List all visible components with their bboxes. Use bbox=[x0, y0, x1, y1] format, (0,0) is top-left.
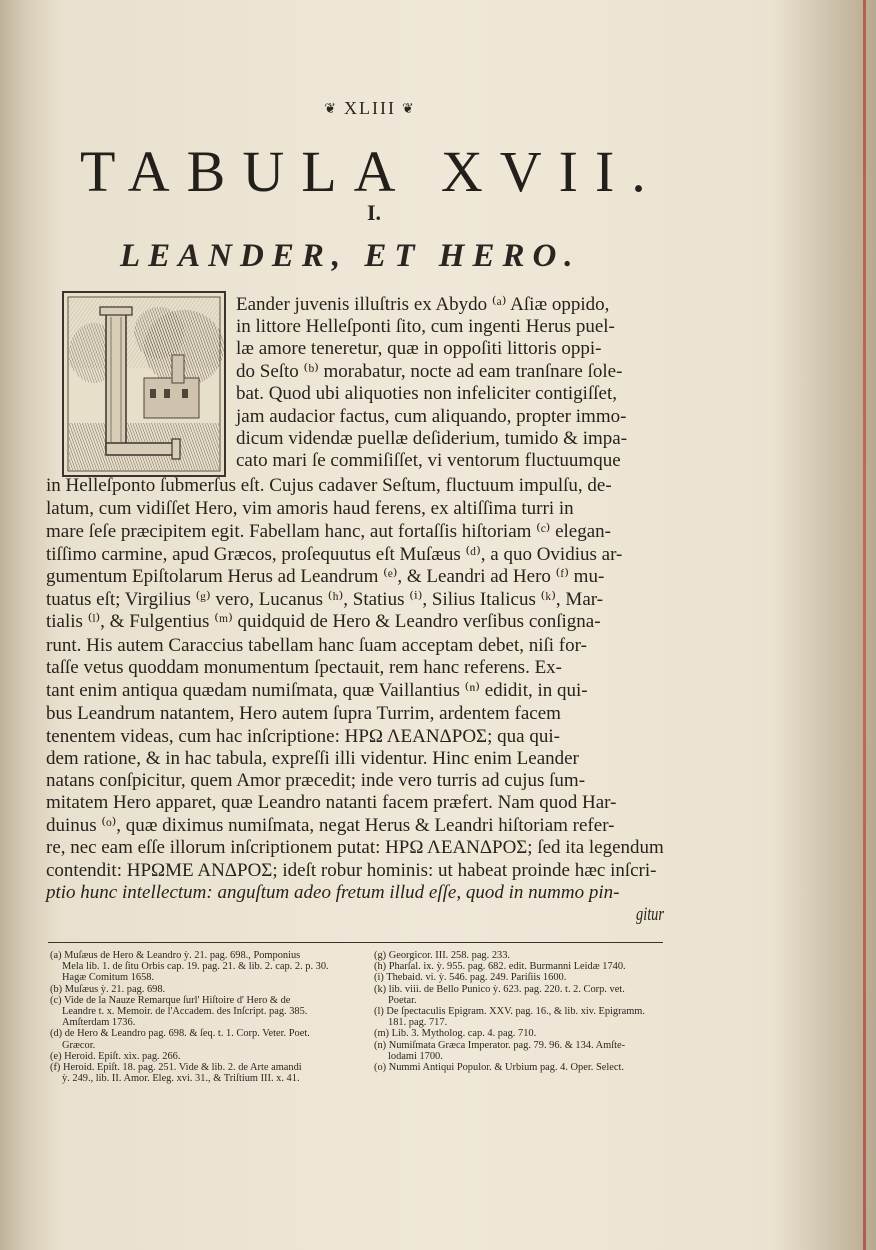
text-line: in littore Helleſponti ſito, cum ingenti Herus puel- bbox=[236, 316, 615, 337]
text-line: in Helleſponto ſubmerſus eſt. Cujus cadaver Seſtum, fluctuum impulſu, de- bbox=[46, 475, 612, 496]
text-line: mitatem Hero apparet, quæ Leandro natanti facem præfert. Nam quod Har- bbox=[46, 792, 617, 813]
footnote-right: (n) Numiſmata Græca Imperator. pag. 79. 96. & 134. Amſte- bbox=[374, 1039, 626, 1051]
text-line: dicum videndæ puellæ deſiderium, tumido & impa- bbox=[236, 428, 628, 449]
text-line: re, nec eam eſſe illorum inſcriptionem putat: ΗΡΩ ΛΕΑΝΔΡΟΣ; ſed ita legendum bbox=[46, 837, 664, 858]
footnote-right: lodami 1700. bbox=[388, 1050, 443, 1062]
text-line: mare ſeſe præcipitem egit. Fabellam hanc, aut fortaſſis hiſtoriam ⁽ᶜ⁾ elegan- bbox=[46, 521, 611, 542]
footnote-right: (m) Lib. 3. Mytholog. cap. 4. pag. 710. bbox=[374, 1028, 537, 1040]
footnote-right: (g) Georgicor. III. 258. pag. 233. bbox=[374, 950, 511, 961]
footnote-divider bbox=[48, 942, 663, 943]
text-line: duinus ⁽ᵒ⁾, quæ diximus numiſmata, negat Herus & Leandri hiſtoriam refer- bbox=[46, 815, 615, 836]
footnote-left: Hagæ Comitum 1658. bbox=[62, 972, 155, 984]
text-line: latum, cum vidiſſet Hero, vim amoris haud ferens, ex altiſſima turri in bbox=[46, 498, 574, 519]
text-line: jam audacior factus, cum aliquando, propter immo- bbox=[236, 406, 627, 427]
text-line: cato mari ſe commiſiſſet, vi ventorum fluctuumque bbox=[236, 450, 621, 471]
footnote-left: (b) Muſæus ỳ. 21. pag. 698. bbox=[50, 983, 166, 995]
plate-number-text: XLIII bbox=[344, 98, 396, 118]
text-line: natans conſpicitur, quem Amor præcedit; inde vero turris ad cujus ſum- bbox=[46, 770, 586, 791]
text-line: bus Leandrum natantem, Hero autem ſupra Turrim, ardentem facem bbox=[46, 703, 561, 724]
text-line: tuatus eſt; Virgilius ⁽ᵍ⁾ vero, Lucanus ⁽ʰ⁾, Statius ⁽ⁱ⁾, Silius Italicus ⁽ᵏ⁾, Mar- bbox=[46, 589, 604, 610]
footnote-left: (e) Heroid. Epiſt. xix. pag. 266. bbox=[50, 1050, 181, 1062]
footnote-right: (o) Nummi Antiqui Populor. & Urbium pag. 4. Oper. Select. bbox=[374, 1062, 624, 1073]
text-line: tiſſimo carmine, apud Græcos, proſequutus eſt Muſæus ⁽ᵈ⁾, a quo Ovidius ar- bbox=[46, 544, 623, 565]
footnote-left: (d) de Hero & Leandro pag. 698. & ſeq. t. 1. Corp. Veter. Poet. bbox=[50, 1028, 310, 1040]
ornament-left-icon: ❦ bbox=[324, 102, 338, 117]
section-number: I. bbox=[366, 200, 382, 225]
footnote-right: (i) Thebaid. vi. ỳ. 546. pag. 249. Pariſiis 1600. bbox=[374, 972, 567, 984]
footnote-right: (l) De ſpectaculis Epigram. XXV. pag. 16., & lib. xiv. Epigramm. bbox=[374, 1006, 645, 1017]
footnote-left: (a) Muſæus de Hero & Leandro ỳ. 21. pag. 698., Pomponius bbox=[50, 950, 301, 961]
page-title: TABULA XVII. bbox=[80, 139, 663, 204]
text-line: taſſe vetus quoddam monumentum ſpectauit, rem hanc referens. Ex- bbox=[46, 657, 562, 678]
text-line: contendit: ΗΡΩΜΕ ΑΝΔΡΟΣ; ideſt robur hominis: ut habeat proinde hæc inſcri- bbox=[46, 860, 657, 881]
footnote-right: (h) Pharſal. ix. ỳ. 955. pag. 682. edit. Burmanni Leidæ 1740. bbox=[374, 961, 626, 973]
footnote-right: (k) lib. viii. de Bello Punico ỳ. 623. pag. 220. t. 2. Corp. vet. bbox=[374, 983, 625, 995]
footnote-right: 181. pag. 717. bbox=[388, 1017, 448, 1029]
text-line: runt. His autem Caraccius tabellam hanc ſuam acceptam debet, niſi for- bbox=[46, 635, 587, 656]
text-line: do Seſto ⁽ᵇ⁾ morabatur, nocte ad eam tranſnare ſole- bbox=[236, 361, 623, 382]
footnote-right: Poetar. bbox=[388, 994, 417, 1006]
section-title: LEANDER, ET HERO. bbox=[120, 238, 581, 274]
footnote-left: Mela lib. 1. de ſitu Orbis cap. 19. pag. 21. & lib. 2. cap. 2. p. 30. bbox=[62, 961, 329, 973]
text-line: Eander juvenis illuſtris ex Abydo ⁽ᵃ⁾ Aſiæ oppido, bbox=[236, 294, 610, 315]
text-line: gumentum Epiſtolarum Herus ad Leandrum ⁽ᵉ⁾, & Leandri ad Hero ⁽ᶠ⁾ mu- bbox=[46, 566, 605, 587]
text-line: læ amore teneretur, quæ in oppoſiti littoris oppi- bbox=[236, 338, 602, 359]
ornament-right-icon: ❦ bbox=[401, 102, 416, 117]
text-line: tant enim antiqua quædam numiſmata, quæ Vaillantius ⁽ⁿ⁾ edidit, in qui- bbox=[46, 680, 588, 701]
footnote-left: (c) Vide de la Nauze Remarque ſurl' Hiſtoire d' Hero & de bbox=[50, 994, 291, 1006]
footnote-left: Græcor. bbox=[62, 1039, 96, 1051]
footnote-left: Amſterdam 1736. bbox=[62, 1017, 136, 1029]
footnote-left: ỳ. 249., lib. II. Amor. Eleg. xvi. 31., & Triſtium III. x. 41. bbox=[62, 1073, 300, 1085]
text-line: tialis ⁽ˡ⁾, & Fulgentius ⁽ᵐ⁾ quidquid de Hero & Leandro verſibus conſigna- bbox=[46, 611, 601, 632]
footnote-left: Leandre t. x. Memoir. de l'Accadem. des Inſcript. pag. 385. bbox=[62, 1006, 308, 1017]
text-line: dem ratione, & in hac tabula, expreſſi illi videntur. Hinc enim Leander bbox=[46, 748, 579, 769]
text-line: tenentem videas, cum hac inſcriptione: ΗΡΩ ΛΕΑΝΔΡΟΣ; qua qui- bbox=[46, 726, 560, 747]
footnote-left: (f) Heroid. Epiſt. 18. pag. 251. Vide & lib. 2. de Arte amandi bbox=[50, 1062, 302, 1073]
text-line: bat. Quod ubi aliquoties non infeliciter contigiſſet, bbox=[236, 383, 617, 404]
text-line: gitur bbox=[636, 904, 664, 925]
text-line: ptio hunc intellectum: anguſtum adeo fretum illud eſſe, quod in nummo pin- bbox=[46, 882, 620, 903]
